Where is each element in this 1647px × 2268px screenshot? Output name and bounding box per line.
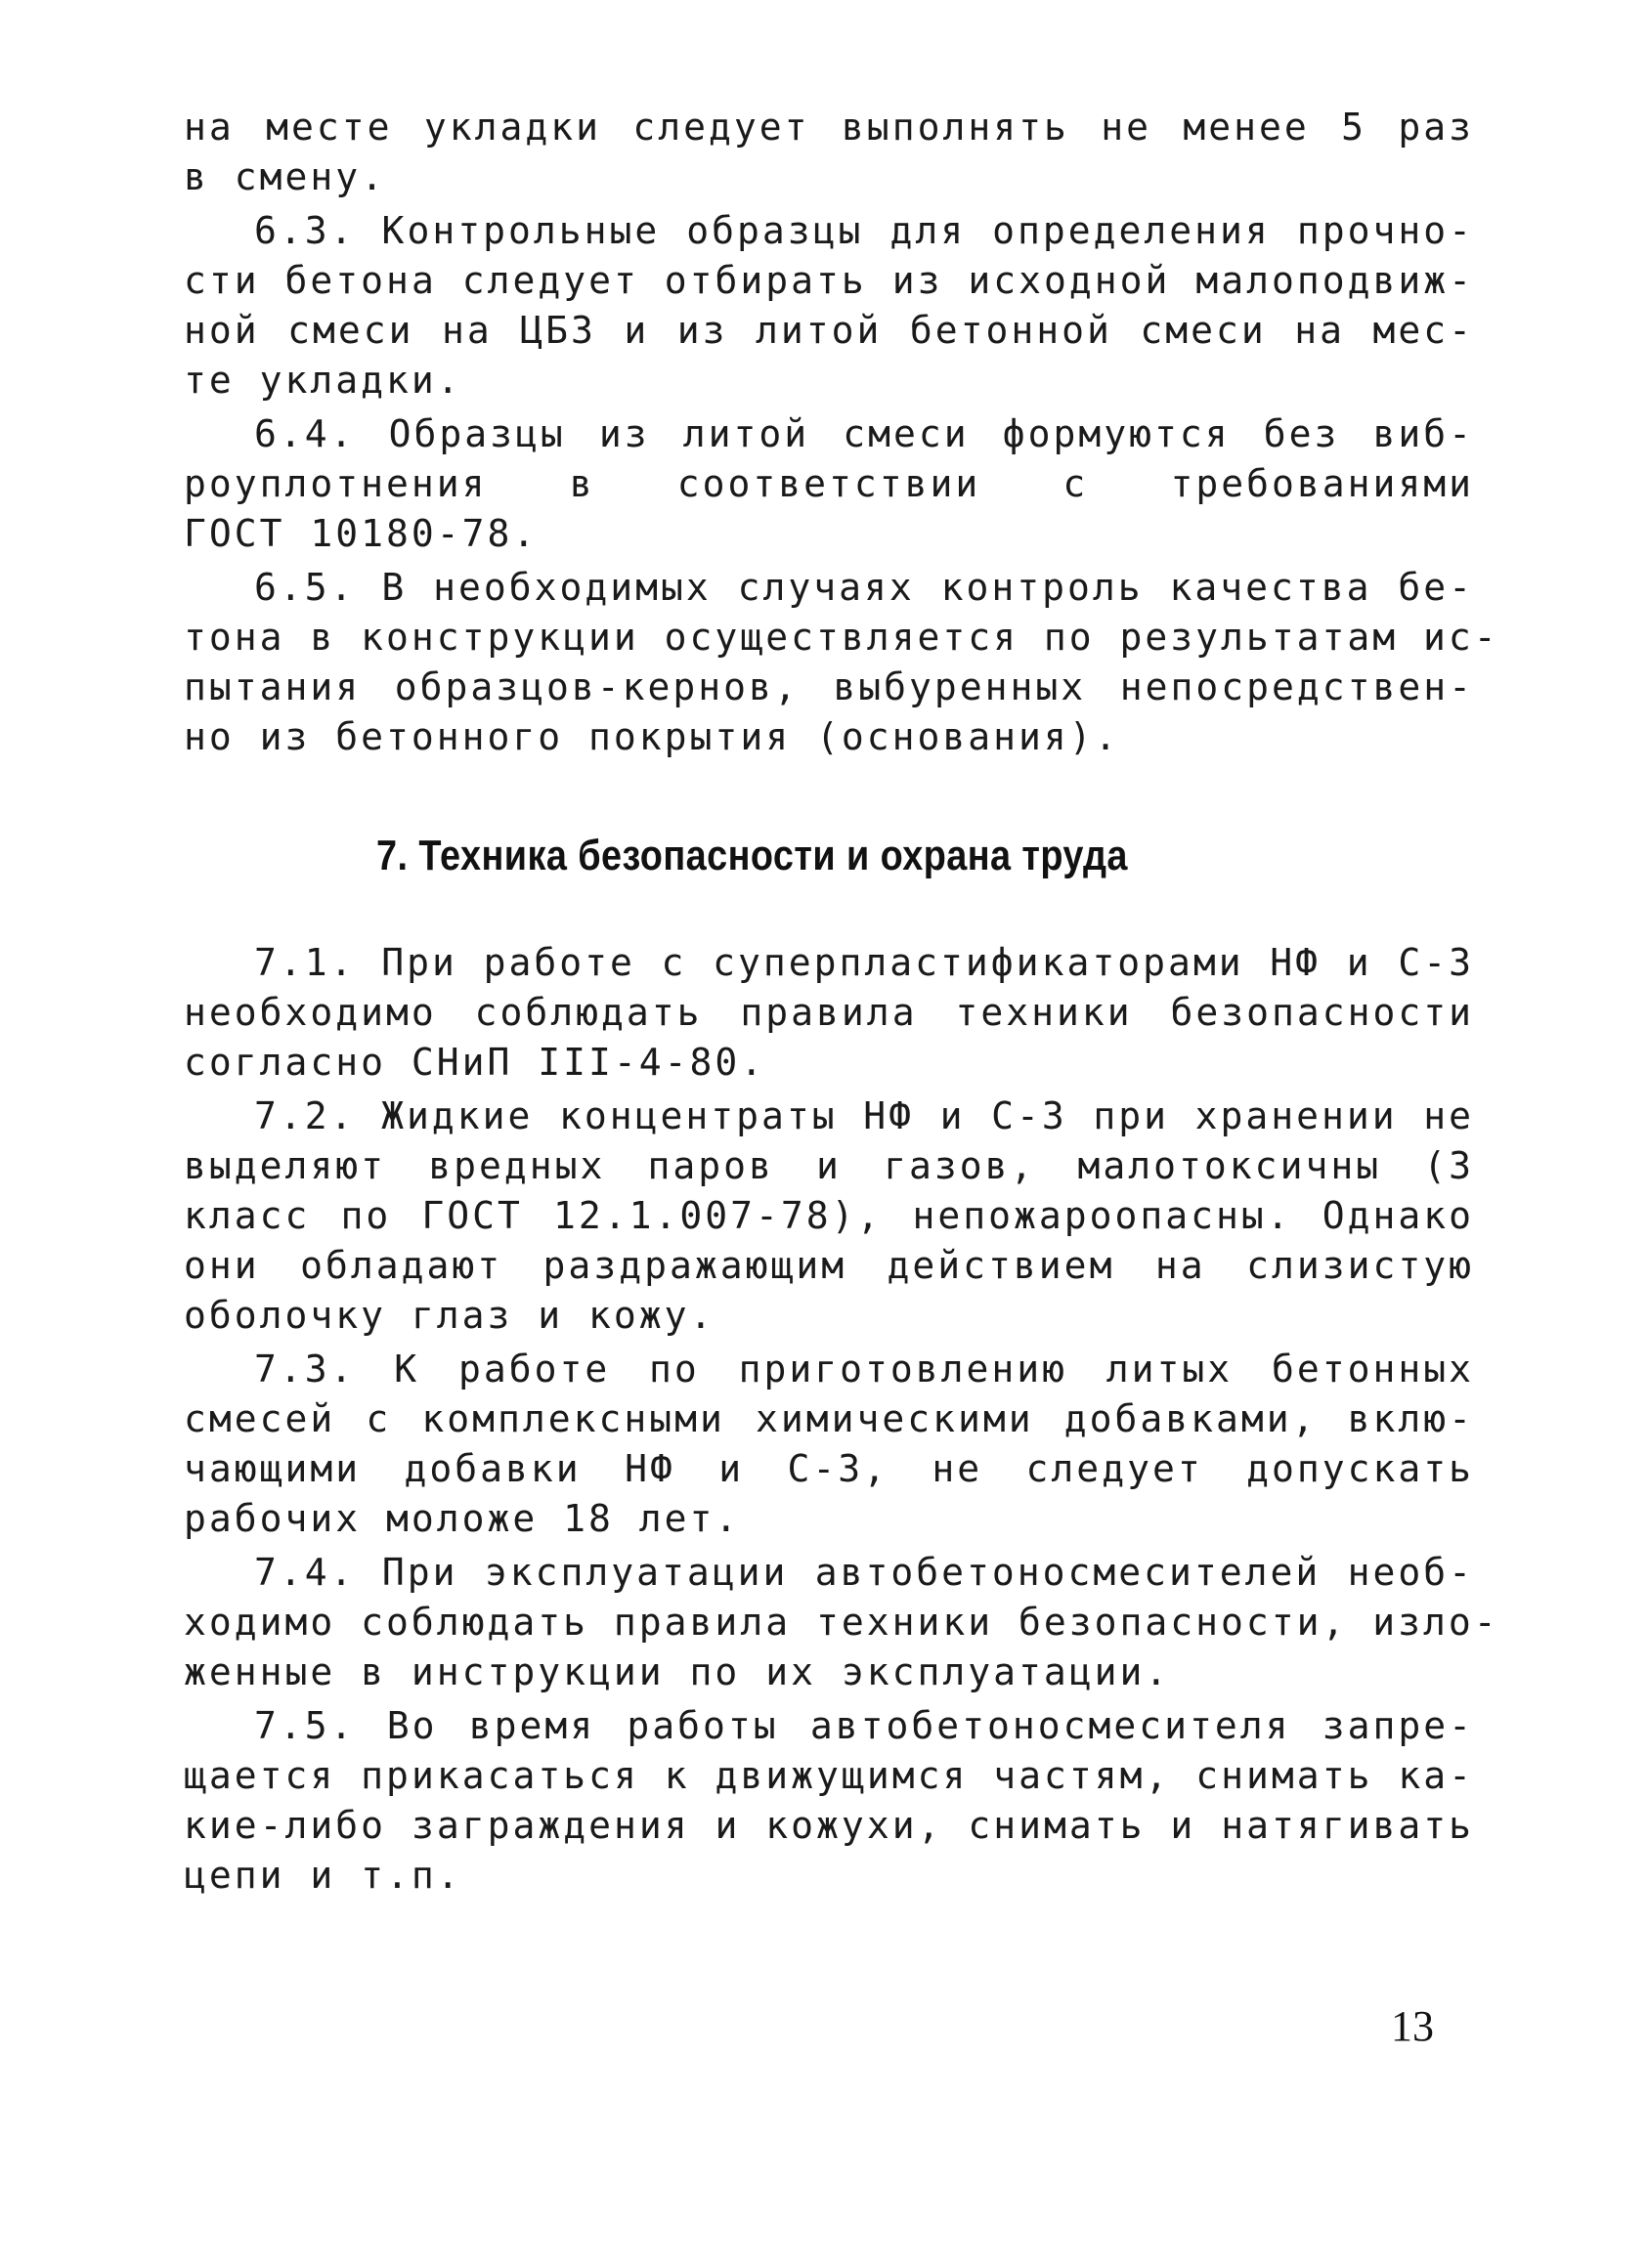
- paragraph-7-2-start: 7.2. Жидкие концентраты НФ и С-3 при хранении не: [254, 1094, 1474, 1137]
- text-line: в смену.: [184, 155, 387, 198]
- text-line: кие-либо заграждения и кожухи, снимать и натягивать: [184, 1804, 1474, 1847]
- text-line: оболочку глаз и кожу.: [184, 1294, 715, 1337]
- section-6-text: [184, 103, 1499, 762]
- paragraph-7-3-start: 7.3. К работе по приготовлению литых бетонных: [254, 1348, 1474, 1391]
- paragraph-6-3-start: 6.3. Контрольные образцы для определения прочно-: [254, 209, 1474, 252]
- text-line: рабочих моложе 18 лет.: [184, 1497, 741, 1540]
- text-line: женные в инструкции по их эксплуатации.: [184, 1650, 1171, 1693]
- text-line: ной смеси на ЦБЗ и из литой бетонной смеси на мес-: [184, 309, 1474, 352]
- text-line: роуплотнения в соответствии с требованиями: [184, 462, 1474, 505]
- page-number: 13: [1391, 2002, 1434, 2050]
- text-line: те укладки.: [184, 359, 462, 402]
- text-line: тона в конструкции осуществляется по результатам ис-: [184, 616, 1499, 659]
- text-line: они обладают раздражающим действием на слизистую: [184, 1244, 1474, 1287]
- text-line: необходимо соблюдать правила техники безопасности: [184, 991, 1474, 1034]
- text-line: выделяют вредных паров и газов, малотоксичны (3: [184, 1144, 1474, 1187]
- paragraph-6-5-start: 6.5. В необходимых случаях контроль качества бе-: [254, 566, 1474, 609]
- text-line: класс по ГОСТ 12.1.007-78), непожароопасны. Однако: [184, 1194, 1474, 1237]
- text-line: на месте укладки следует выполнять не менее 5 раз: [184, 106, 1474, 149]
- section-7-text: [184, 938, 1499, 1901]
- text-line: щается прикасаться к движущимся частям, снимать ка-: [184, 1754, 1474, 1797]
- text-line: чающими добавки НФ и С-3, не следует допускать: [184, 1447, 1474, 1490]
- text-line: ГОСТ 10180-78.: [184, 512, 539, 555]
- paragraph-6-4-start: 6.4. Образцы из литой смеси формуются без виб-: [254, 412, 1474, 455]
- text-line: ходимо соблюдать правила техники безопасности, изло-: [184, 1601, 1499, 1644]
- paragraph-7-5-start: 7.5. Во время работы автобетоносмесителя запре-: [254, 1704, 1474, 1747]
- section-7-heading: 7. Техника безопасности и охрана труда: [376, 832, 1128, 879]
- text-line: но из бетонного покрытия (основания).: [184, 715, 1120, 758]
- paragraph-7-4-start: 7.4. При эксплуатации автобетоносмесителей необ-: [254, 1551, 1474, 1594]
- text-line: сти бетона следует отбирать из исходной малоподвиж-: [184, 259, 1474, 302]
- text-line: согласно СНиП III-4-80.: [184, 1041, 766, 1084]
- text-line: цепи и т.п.: [184, 1854, 462, 1897]
- text-line: смесей с комплексными химическими добавками, вклю-: [184, 1397, 1474, 1440]
- paragraph-7-1-start: 7.1. При работе с суперпластификаторами НФ и С-3: [254, 941, 1474, 984]
- text-line: пытания образцов-кернов, выбуренных непосредствен-: [184, 665, 1474, 708]
